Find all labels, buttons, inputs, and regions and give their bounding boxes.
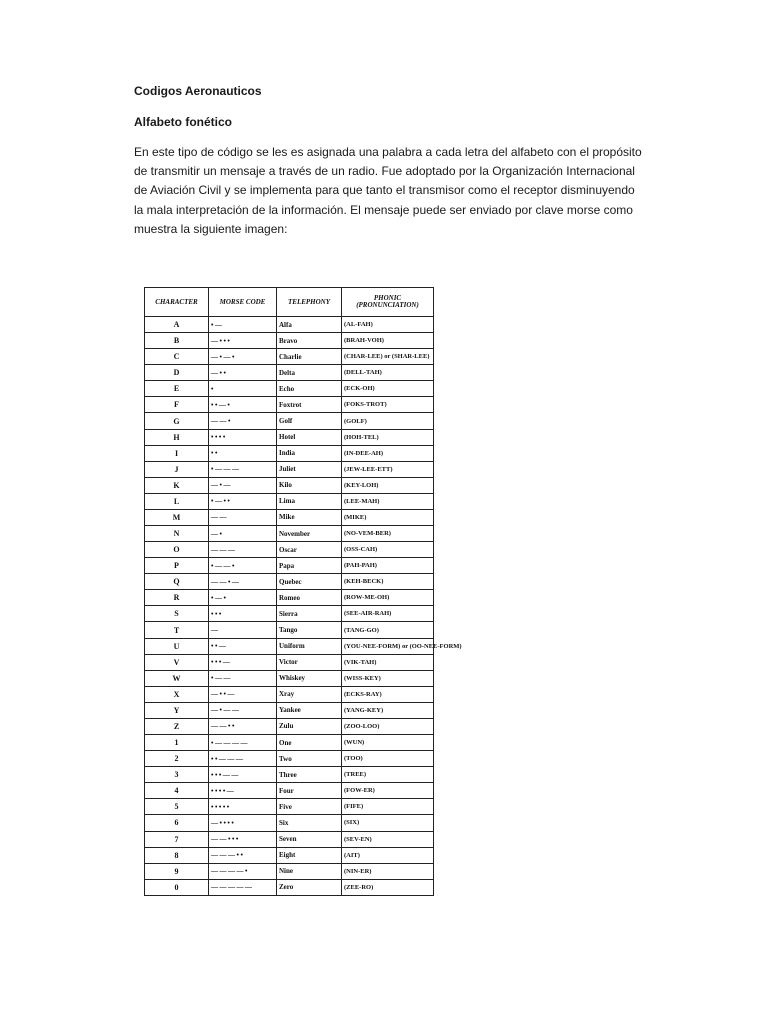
cell-character: D <box>145 365 209 381</box>
cell-telephony: Charlie <box>277 349 342 365</box>
table-row <box>145 574 434 590</box>
table-row <box>145 413 434 429</box>
table-row <box>145 638 434 654</box>
cell-telephony: Juliet <box>277 461 342 477</box>
cell-morse-code: •—• <box>209 590 277 606</box>
cell-morse-code: •—•• <box>209 493 277 509</box>
phonetic-alphabet-table <box>144 287 462 896</box>
cell-morse-code: ••••• <box>209 799 277 815</box>
cell-telephony: Lima <box>277 493 342 509</box>
table-row <box>145 365 434 381</box>
cell-character: 5 <box>145 799 209 815</box>
cell-character: 4 <box>145 783 209 799</box>
cell-morse-code: —•— <box>209 477 277 493</box>
cell-phonic: (TREE) <box>342 767 434 783</box>
cell-telephony: Foxtrot <box>277 397 342 413</box>
cell-character: 6 <box>145 815 209 831</box>
cell-character: K <box>145 477 209 493</box>
cell-character: G <box>145 413 209 429</box>
table-row <box>145 381 434 397</box>
table-row <box>145 799 434 815</box>
table-row <box>145 735 434 751</box>
cell-telephony: November <box>277 526 342 542</box>
cell-telephony: Bravo <box>277 333 342 349</box>
table-row <box>145 509 434 525</box>
table-row <box>145 429 434 445</box>
table-row <box>145 622 434 638</box>
header-phonic: PHONIC (PRONUNCIATION) <box>342 288 434 317</box>
cell-phonic: (ECKS-RAY) <box>342 686 434 702</box>
section-heading: Alfabeto fonético <box>134 115 232 129</box>
cell-phonic: (LEE-MAH) <box>342 493 434 509</box>
table-row <box>145 542 434 558</box>
cell-character: 2 <box>145 751 209 767</box>
table-row <box>145 751 434 767</box>
cell-telephony: Two <box>277 751 342 767</box>
cell-phonic: (FIFE) <box>342 799 434 815</box>
cell-character: I <box>145 445 209 461</box>
header-morse-code: MORSE CODE <box>209 288 277 317</box>
cell-telephony: Papa <box>277 558 342 574</box>
cell-character: 0 <box>145 879 209 895</box>
cell-morse-code: ———•• <box>209 847 277 863</box>
cell-character: T <box>145 622 209 638</box>
cell-morse-code: ——• <box>209 413 277 429</box>
cell-character: 9 <box>145 863 209 879</box>
cell-character: A <box>145 317 209 333</box>
table-row <box>145 670 434 686</box>
cell-character: 3 <box>145 767 209 783</box>
cell-telephony: One <box>277 735 342 751</box>
cell-character: R <box>145 590 209 606</box>
cell-telephony: Romeo <box>277 590 342 606</box>
table-row <box>145 317 434 333</box>
cell-phonic: (FOKS-TROT) <box>342 397 434 413</box>
cell-phonic: (AL-FAH) <box>342 317 434 333</box>
cell-morse-code: •—— <box>209 670 277 686</box>
cell-telephony: Golf <box>277 413 342 429</box>
table-row <box>145 686 434 702</box>
cell-character: Y <box>145 702 209 718</box>
cell-phonic: (JEW-LEE-ETT) <box>342 461 434 477</box>
table-row <box>145 847 434 863</box>
document-title: Codigos Aeronauticos <box>134 84 262 98</box>
cell-character: F <box>145 397 209 413</box>
table-body <box>145 317 462 896</box>
table-row <box>145 397 434 413</box>
cell-phonic: (ZOO-LOO) <box>342 718 434 734</box>
cell-phonic: (SEV-EN) <box>342 831 434 847</box>
cell-telephony: Mike <box>277 509 342 525</box>
cell-telephony: Sierra <box>277 606 342 622</box>
cell-telephony: Five <box>277 799 342 815</box>
cell-phonic: (SIX) <box>342 815 434 831</box>
cell-character: S <box>145 606 209 622</box>
cell-telephony: Victor <box>277 654 342 670</box>
cell-morse-code: ——— <box>209 542 277 558</box>
cell-character: 8 <box>145 847 209 863</box>
cell-telephony: India <box>277 445 342 461</box>
cell-phonic: (TANG-GO) <box>342 622 434 638</box>
intro-paragraph: En este tipo de código se les es asignada una palabra a cada letra del alfabeto con el propósito de transmitir un mensaje a través de un radio. Fue adoptado por la Organización Internacional de Aviación Civil y se implementa para que tanto el transmisor como el receptor disminuyendo la mala interpretación de la información. El mensaje puede ser enviado por clave morse como muestra la siguiente imagen: <box>134 145 642 236</box>
cell-character: Z <box>145 718 209 734</box>
cell-character: X <box>145 686 209 702</box>
cell-morse-code: ————— <box>209 879 277 895</box>
cell-morse-code: ••—• <box>209 397 277 413</box>
table-header-row <box>145 288 434 317</box>
table-row <box>145 767 434 783</box>
cell-morse-code: —•••• <box>209 815 277 831</box>
cell-morse-code: — <box>209 622 277 638</box>
cell-phonic: (WISS-KEY) <box>342 670 434 686</box>
table-row <box>145 718 434 734</box>
cell-morse-code: ••••— <box>209 783 277 799</box>
cell-phonic: (WUN) <box>342 735 434 751</box>
cell-telephony: Six <box>277 815 342 831</box>
cell-character: 7 <box>145 831 209 847</box>
cell-character: J <box>145 461 209 477</box>
cell-phonic: (ZEE-RO) <box>342 879 434 895</box>
cell-morse-code: ••——— <box>209 751 277 767</box>
table-row <box>145 461 434 477</box>
cell-phonic: (TOO) <box>342 751 434 767</box>
cell-phonic: (AIT) <box>342 847 434 863</box>
cell-telephony: Four <box>277 783 342 799</box>
cell-character: V <box>145 654 209 670</box>
cell-character: O <box>145 542 209 558</box>
cell-character: Q <box>145 574 209 590</box>
table-row <box>145 558 434 574</box>
cell-phonic: (CHAR-LEE) or (SHAR-LEE) <box>342 349 434 365</box>
cell-character: M <box>145 509 209 525</box>
cell-phonic: (IN-DEE-AH) <box>342 445 434 461</box>
table-row <box>145 654 434 670</box>
cell-phonic: (GOLF) <box>342 413 434 429</box>
cell-telephony: Kilo <box>277 477 342 493</box>
table-row <box>145 879 434 895</box>
cell-phonic: (SEE-AIR-RAH) <box>342 606 434 622</box>
cell-telephony: Nine <box>277 863 342 879</box>
cell-telephony: Zero <box>277 879 342 895</box>
table-row <box>145 863 434 879</box>
cell-telephony: Hotel <box>277 429 342 445</box>
cell-phonic: (DELL-TAH) <box>342 365 434 381</box>
cell-morse-code: • <box>209 381 277 397</box>
cell-phonic: (KEH-BECK) <box>342 574 434 590</box>
cell-phonic: (ROW-ME-OH) <box>342 590 434 606</box>
cell-character: C <box>145 349 209 365</box>
cell-morse-code: —•—• <box>209 349 277 365</box>
cell-telephony: Seven <box>277 831 342 847</box>
cell-morse-code: •— <box>209 317 277 333</box>
cell-phonic: (HOH-TEL) <box>342 429 434 445</box>
cell-phonic: (KEY-LOH) <box>342 477 434 493</box>
cell-morse-code: •••• <box>209 429 277 445</box>
cell-morse-code: —••— <box>209 686 277 702</box>
table-row <box>145 815 434 831</box>
cell-phonic: (VIK-TAH) <box>342 654 434 670</box>
cell-morse-code: •• <box>209 445 277 461</box>
cell-telephony: Uniform <box>277 638 342 654</box>
cell-character: N <box>145 526 209 542</box>
cell-morse-code: ————• <box>209 863 277 879</box>
cell-morse-code: •••—— <box>209 767 277 783</box>
cell-morse-code: ——•• <box>209 718 277 734</box>
cell-phonic: (BRAH-VOH) <box>342 333 434 349</box>
cell-phonic: (MIKE) <box>342 509 434 525</box>
cell-telephony: Zulu <box>277 718 342 734</box>
cell-telephony: Echo <box>277 381 342 397</box>
table-row <box>145 526 434 542</box>
cell-morse-code: •——• <box>209 558 277 574</box>
cell-telephony: Quebec <box>277 574 342 590</box>
cell-telephony: Three <box>277 767 342 783</box>
cell-character: H <box>145 429 209 445</box>
cell-character: W <box>145 670 209 686</box>
cell-phonic: (NO-VEM-BER) <box>342 526 434 542</box>
table-row <box>145 333 434 349</box>
cell-morse-code: •———— <box>209 735 277 751</box>
header-telephony: TELEPHONY <box>277 288 342 317</box>
table-row <box>145 783 434 799</box>
cell-morse-code: —••• <box>209 333 277 349</box>
cell-phonic: (FOW-ER) <box>342 783 434 799</box>
cell-morse-code: •••— <box>209 654 277 670</box>
cell-phonic: (YOU-NEE-FORM) or (OO-NEE-FORM) <box>342 638 434 654</box>
cell-character: B <box>145 333 209 349</box>
cell-phonic: (YANG-KEY) <box>342 702 434 718</box>
header-character: CHARACTER <box>145 288 209 317</box>
cell-morse-code: ••— <box>209 638 277 654</box>
table-row <box>145 831 434 847</box>
cell-character: P <box>145 558 209 574</box>
cell-morse-code: —— <box>209 509 277 525</box>
cell-morse-code: •——— <box>209 461 277 477</box>
cell-morse-code: —•• <box>209 365 277 381</box>
cell-telephony: Oscar <box>277 542 342 558</box>
cell-telephony: Yankee <box>277 702 342 718</box>
cell-morse-code: —•—— <box>209 702 277 718</box>
phonetic-alphabet-table-image <box>144 287 462 896</box>
cell-telephony: Xray <box>277 686 342 702</box>
table-row <box>145 349 434 365</box>
cell-telephony: Whiskey <box>277 670 342 686</box>
cell-character: L <box>145 493 209 509</box>
cell-phonic: (PAH-PAH) <box>342 558 434 574</box>
cell-character: 1 <box>145 735 209 751</box>
cell-morse-code: ••• <box>209 606 277 622</box>
cell-telephony: Alfa <box>277 317 342 333</box>
cell-phonic: (NIN-ER) <box>342 863 434 879</box>
table-row <box>145 606 434 622</box>
table-row <box>145 493 434 509</box>
cell-character: U <box>145 638 209 654</box>
table-row <box>145 477 434 493</box>
cell-morse-code: —• <box>209 526 277 542</box>
cell-telephony: Eight <box>277 847 342 863</box>
cell-telephony: Delta <box>277 365 342 381</box>
cell-phonic: (OSS-CAH) <box>342 542 434 558</box>
table-row <box>145 702 434 718</box>
cell-telephony: Tango <box>277 622 342 638</box>
cell-morse-code: ——•— <box>209 574 277 590</box>
cell-phonic: (ECK-OH) <box>342 381 434 397</box>
table-row <box>145 445 434 461</box>
cell-character: E <box>145 381 209 397</box>
cell-morse-code: ——••• <box>209 831 277 847</box>
table-row <box>145 590 434 606</box>
